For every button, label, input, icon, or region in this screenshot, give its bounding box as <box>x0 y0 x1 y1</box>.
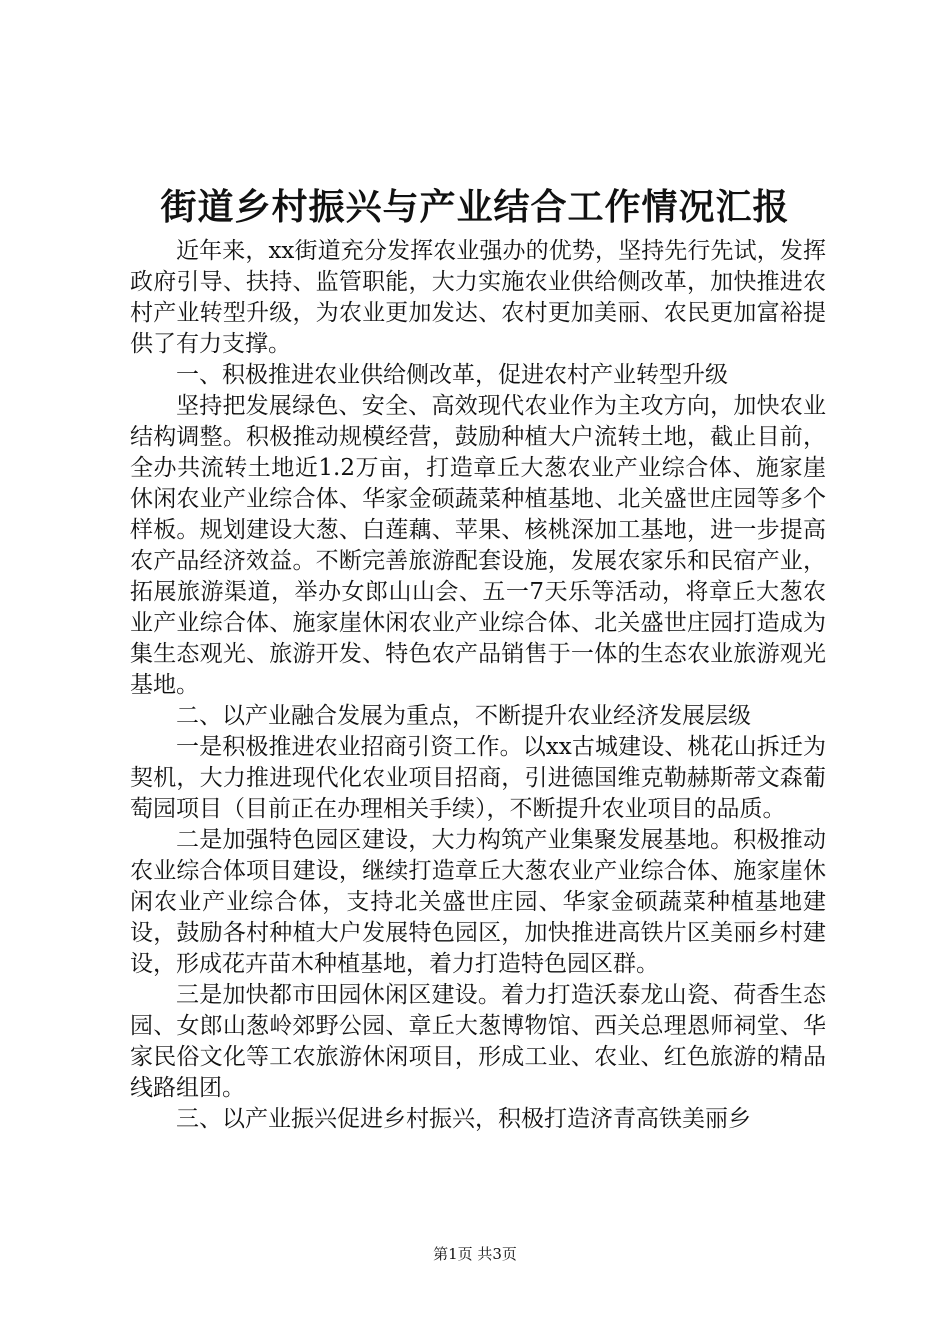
paragraph-parks: 二是加强特色园区建设，大力构筑产业集聚发展基地。积极推动农业综合体项目建设，继续打造章丘大葱农业产业综合体、施家崖休闲农业产业综合体，支持北关盛世庄园、华家金硕蔬菜种植基地建设，鼓励各村种植大户发展特色园区，加快推进高铁片区美丽乡村建设，形成花卉苗木种植基地，着力打造特色园区群。 <box>130 827 826 977</box>
section-heading-3: 三、以产业振兴促进乡村振兴，积极打造济青高铁美丽乡 <box>176 1106 751 1132</box>
page-number-footer: 第1页 共3页 <box>433 1245 517 1263</box>
paragraph-intro: 近年来，xx街道充分发挥农业强办的优势，坚持先行先试，发挥政府引导、扶持、监管职能，大力实施农业供给侧改革，加快推进农村产业转型升级，为农业更加发达、农村更加美丽、农民更加富裕提供了有力支撑。 <box>130 238 826 357</box>
paragraph-investment: 一是积极推进农业招商引资工作。以xx古城建设、桃花山拆迁为契机，大力推进现代化农业项目招商，引进德国维克勒赫斯蒂文森葡萄园项目（目前正在办理相关手续），不断提升农业项目的品质。 <box>130 734 826 822</box>
section-heading-2: 二、以产业融合发展为重点，不断提升农业经济发展层级 <box>176 703 751 729</box>
document-title: 街道乡村振兴与产业结合工作情况汇报 <box>160 186 790 228</box>
section-heading-1: 一、积极推进农业供给侧改革，促进农村产业转型升级 <box>176 362 728 388</box>
document-body <box>130 236 826 1135</box>
paragraph-section-1: 坚持把发展绿色、安全、高效现代农业作为主攻方向，加快农业结构调整。积极推动规模经营，鼓励种植大户流转土地，截止目前，全办共流转土地近1.2万亩，打造章丘大葱农业产业综合体、施家崖休闲农业产业综合体、华家金硕蔬菜种植基地、北关盛世庄园等多个样板。规划建设大葱、白莲藕、苹果、核桃深加工基地，进一步提高农产品经济效益。不断完善旅游配套设施，发展农家乐和民宿产业，拓展旅游渠道，举办女郎山山会、五一7天乐等活动，将章丘大葱农业产业综合体、施家崖休闲农业产业综合体、北关盛世庄园打造成为集生态观光、旅游开发、特色农产品销售于一体的生态农业旅游观光基地。 <box>130 393 826 698</box>
paragraph-leisure: 三是加快都市田园休闲区建设。着力打造沃泰龙山瓷、荷香生态园、女郎山葱岭郊野公园、章丘大葱博物馆、西关总理恩师祠堂、华家民俗文化等工农旅游休闲项目，形成工业、农业、红色旅游的精品线路组团。 <box>130 982 826 1101</box>
